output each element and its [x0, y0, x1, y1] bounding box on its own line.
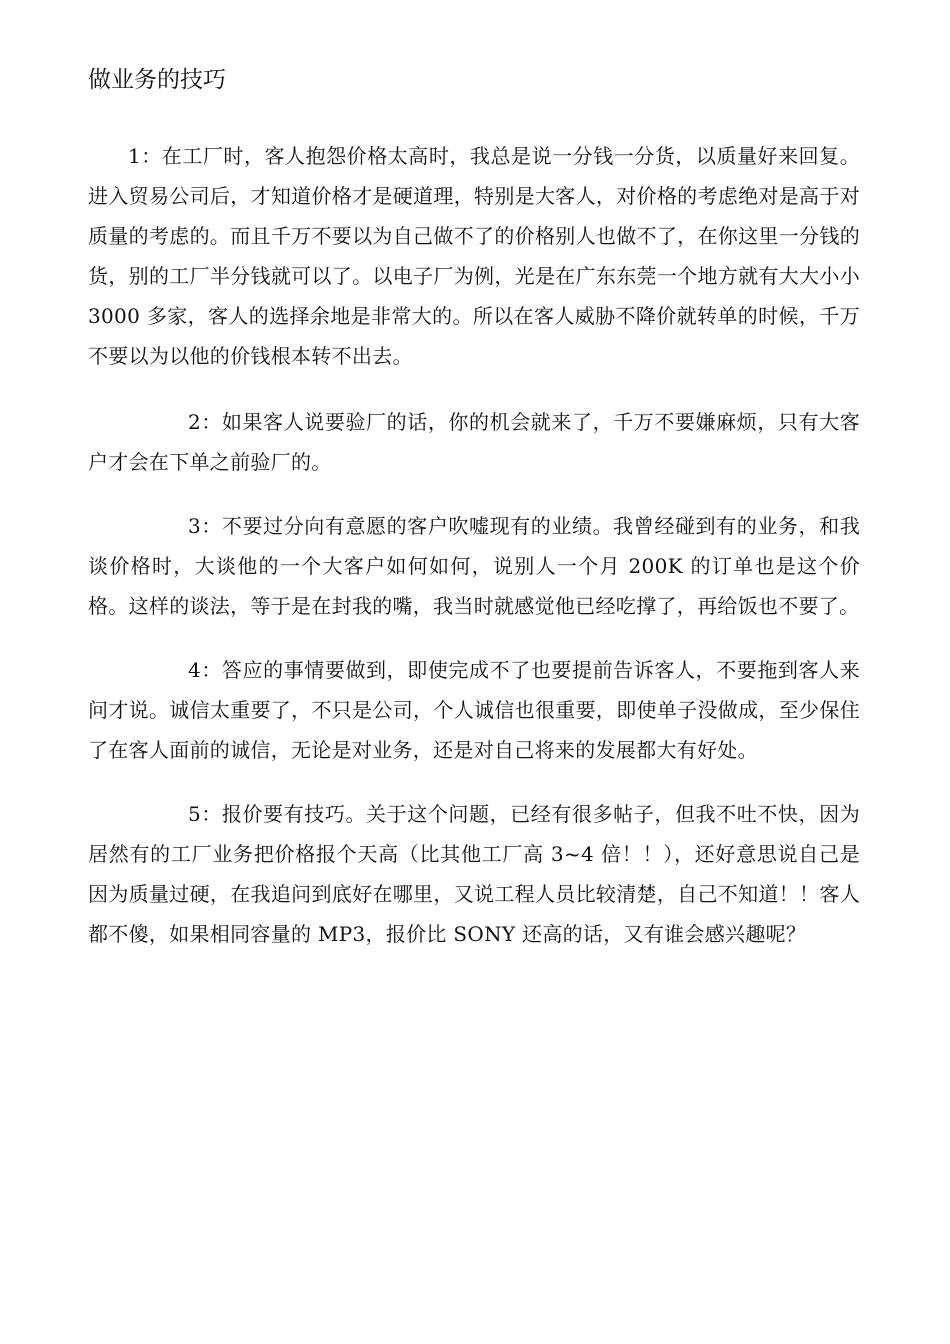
- paragraph-1: 1：在工厂时，客人抱怨价格太高时，我总是说一分钱一分货，以质量好来回复。进入贸易公司后，才知道价格才是硬道理，特别是大客人，对价格的考虑绝对是高于对质量的考虑的。而且千万不要以为自己做不了的价格别人也做不了，在你这里一分钱的货，别的工厂半分钱就可以了。以电子厂为例，光是在广东东莞一个地方就有大大小小 3000 多家，客人的选择余地是非常大的。所以在客人威胁不降价就转单的时候，千万不要以为以他的价钱根本转不出去。: [88, 144, 860, 368]
- document-body: [88, 136, 860, 978]
- document-title: 做业务的技巧: [88, 67, 226, 93]
- paragraph-4: 4：答应的事情要做到，即使完成不了也要提前告诉客人，不要拖到客人来问才说。诚信太重要了，不只是公司，个人诚信也很重要，即使单子没做成，至少保住了在客人面前的诚信，无论是对业务，还是对自己将来的发展都大有好处。: [88, 658, 860, 762]
- paragraph-2: 2：如果客人说要验厂的话，你的机会就来了，千万不要嫌麻烦，只有大客户才会在下单之前验厂的。: [88, 410, 860, 474]
- paragraph-5: 5：报价要有技巧。关于这个问题，已经有很多帖子，但我不吐不快，因为居然有的工厂业务把价格报个天高（比其他工厂高 3~4 倍！！），还好意思说自己是因为质量过硬，在我追问到底好在哪里，又说工程人员比较清楚，自己不知道！！客人都不傻，如果相同容量的 MP3，报价比 SONY 还高的话，又有谁会感兴趣呢？: [88, 802, 860, 946]
- paragraph-3: 3：不要过分向有意愿的客户吹嘘现有的业绩。我曾经碰到有的业务，和我谈价格时，大谈他的一个大客户如何如何，说别人一个月 200K 的订单也是这个价格。这样的谈法，等于是在封我的嘴，我当时就感觉他已经吃撑了，再给饭也不要了。: [88, 514, 860, 618]
